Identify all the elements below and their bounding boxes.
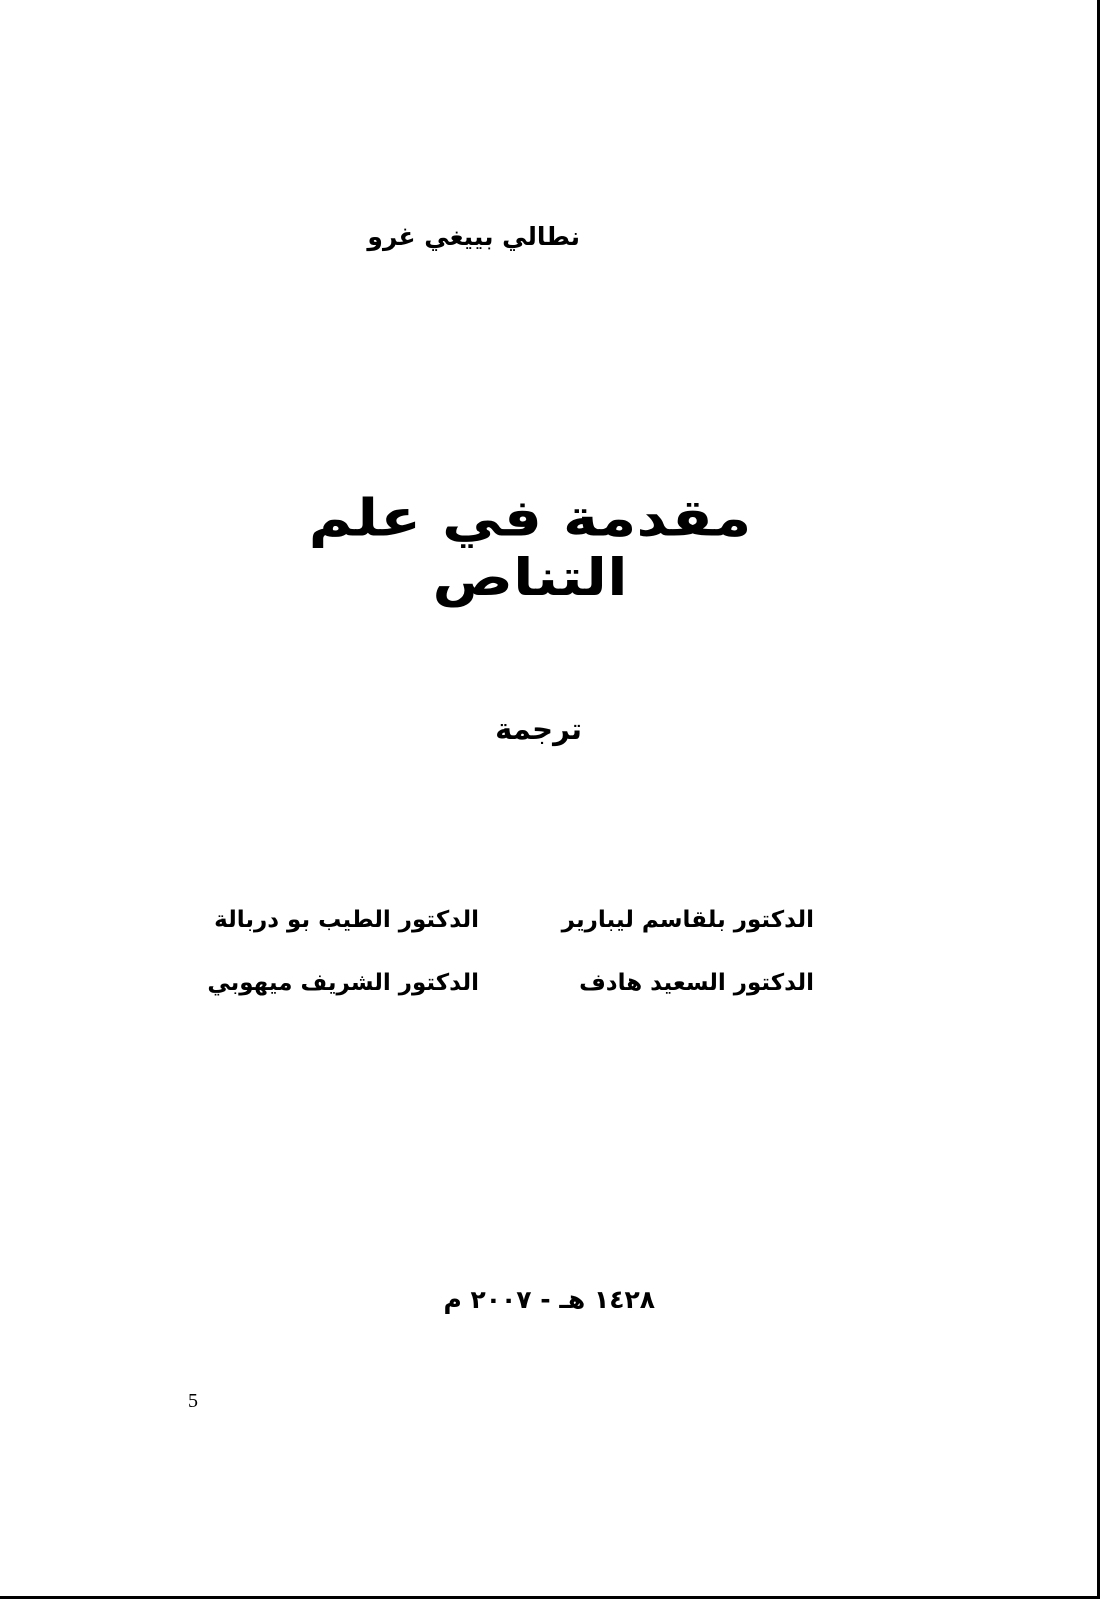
translation-label: ترجمة (495, 712, 582, 746)
translator-4: الدكتور الشريف ميهوبي (207, 970, 479, 996)
translator-2: الدكتور الطيب بو دربالة (214, 907, 479, 933)
author-name: نطالي بييغي غرو (367, 222, 580, 251)
page-number: 5 (188, 1390, 198, 1412)
publication-date: ١٤٢٨ هـ - ٢٠٠٧ م (443, 1285, 655, 1314)
translator-1: الدكتور بلقاسم ليبارير (561, 907, 814, 933)
translator-3: الدكتور السعيد هادف (579, 970, 814, 996)
book-title: مقدمة في علم التناص (308, 488, 752, 608)
